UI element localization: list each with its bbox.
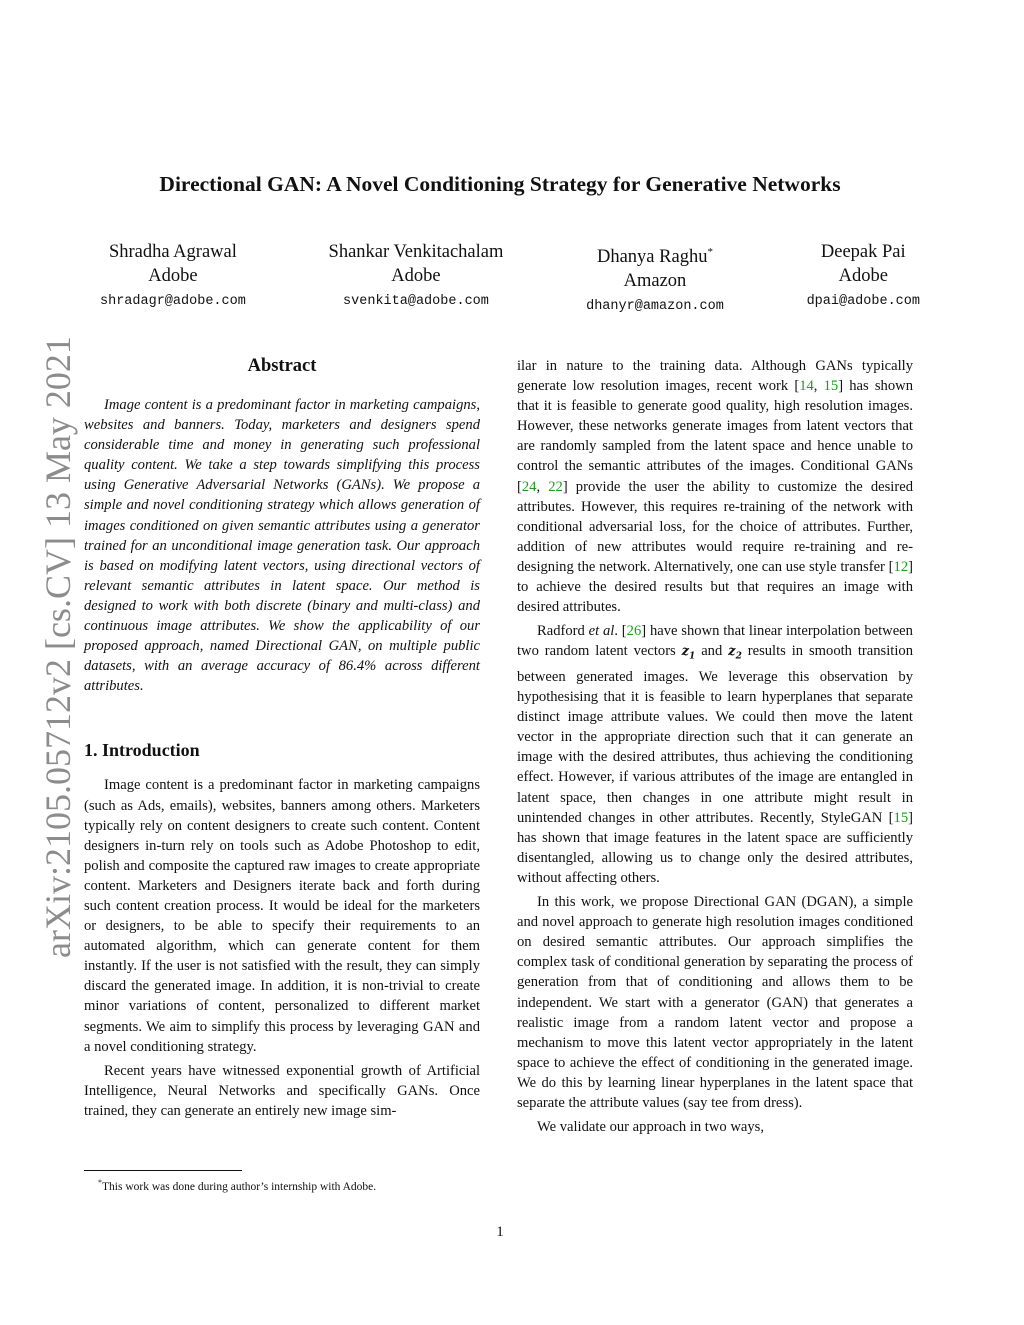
citation-link[interactable]: 15	[823, 378, 839, 395]
author-affiliation: Adobe	[838, 266, 888, 286]
abstract-heading: Abstract	[247, 356, 317, 376]
paper-title: Directional GAN: A Novel Conditioning Strategy for Generative Networks	[159, 172, 841, 196]
author-name: Shradha Agrawal	[108, 242, 237, 262]
intro-paragraph: Image content is a predominant factor in marketing campaigns (such as Ads, emails), websites, banners among others. Marketers typically rely on content designers to create such content. Content designers in-turn rely on tools such as Adobe Photoshop to edit, polish and composite the captured raw images to create appropriate content. Marketers and Designers iterate back and forth during such content creation process. It would be ideal for the marketers or designers, to be able to specify their requirements to an automated algorithm, which can generate content for them instantly. If the user is not satisfied with the result, they can simply discard the generated image. In addition, it is non-trivial to create minor variations of content, personalized to different market segments. We aim to simplify this process by leveraging GAN and a novel conditioning strategy.	[84, 777, 480, 1055]
intro-paragraph: Recent years have witnessed exponential growth of Artificial Intelligence, Neural Networks and specifically GANs. Once trained, they can generate an entirely new image sim-	[84, 1062, 480, 1119]
section-heading-introduction: 1. Introduction	[84, 740, 200, 761]
body-paragraph: Radford et al. [26] have shown that linear interpolation between two random latent vectors $z_1$ and $z_2$ results in smooth transition between generated images. We leverage this observation by hypothesising that it is feasible to learn hyperplanes that separate distinct image attribute values. We could then move the latent vector in the appropriate direction such that it can generate an image with the desired attributes, thus achieving the conditioning effect. However, if various attributes of the image are entangled in latent space, then changes in one attribute might result in unintended changes in other attributes. Recently, StyleGAN [15] has shown that image features in the latent space are sufficiently disentangled, allowing us to change only the desired attributes, without affecting others.	[517, 623, 913, 886]
author-name: Shankar Venkitachalam	[328, 242, 504, 262]
footnote	[84, 1178, 504, 1193]
author-affiliation: Amazon	[623, 271, 687, 292]
footnote-divider	[84, 1170, 242, 1171]
author-list	[100, 240, 920, 314]
author-email[interactable]: shradagr@adobe.com	[100, 294, 246, 309]
arxiv-identifier: arXiv:2105.05712v2 [cs.CV] 13 May 2021	[38, 336, 78, 958]
body-paragraph: In this work, we propose Directional GAN (DGAN), a simple and novel approach to generate high resolution images conditioned on desired semantic attributes. Our approach simplifies the complex task of conditional generation by separating the process of generation from that of conditioning and allows them to be independent. We start with a generator (GAN) that generates a realistic image from a random latent vector and propose a mechanism to move this latent vector appropriately in the latent space to achieve the effect of conditioning in the generated image. We do this by learning linear hyperplanes in the latent space that separate the attribute values (say tee from dress).	[517, 894, 913, 1111]
right-column	[517, 356, 913, 1141]
author-name: Deepak Pai	[820, 242, 906, 262]
citation-link[interactable]: 26	[626, 623, 642, 640]
author-affiliation: Adobe	[148, 266, 198, 286]
author-block	[586, 240, 724, 314]
footnote-text: This work was done during author’s internship with Adobe.	[102, 1180, 377, 1193]
author-email[interactable]: dhanyr@amazon.com	[586, 299, 724, 315]
citation-link[interactable]: 14	[799, 378, 814, 395]
author-email[interactable]: svenkita@adobe.com	[343, 294, 489, 309]
citation-link[interactable]: 24	[521, 478, 537, 495]
author-email[interactable]: dpai@adobe.com	[806, 294, 920, 309]
footnote-marker: *	[98, 1178, 102, 1187]
author-block	[329, 240, 504, 314]
body-paragraph: We validate our approach in two ways,	[537, 1119, 764, 1136]
citation-link[interactable]: 12	[893, 558, 909, 575]
page-number: 1	[496, 1224, 504, 1240]
citation-link[interactable]: 22	[548, 478, 563, 495]
math-symbol: $z_1$	[681, 644, 696, 662]
body-paragraph: ilar in nature to the training data. Although GANs typically generate low resolution images, recent work [14, 15] has shown that it is feasible to generate good quality, high resolution images. However, these networks generate images from latent vectors that are randomly sampled from the latent space and hence unable to control the semantic attributes of the images. Conditional GANs [24, 22] provide the user the ability to customize the desired attributes. However, this requires re-training of the network with conditional adversarial loss, for the choice of attributes. Further, addition of new attributes would require re-training and re-designing the network. Alternatively, one can use style transfer [12] to achieve the desired results but that requires an image with desired attributes.	[517, 358, 914, 616]
author-name: Dhanya Raghu	[596, 247, 708, 268]
math-symbol: $z_2$	[728, 644, 742, 662]
left-column	[84, 352, 480, 1125]
author-block	[807, 240, 920, 314]
footnote-marker: *	[707, 246, 713, 258]
abstract-text: Image content is a predominant factor in marketing campaigns, websites and banners. Today, marketers and designers spend considerable time and money in generating such professional quality content. We take a step towards simplifying this process using Generative Adversarial Networks (GANs). We propose a simple and novel conditioning strategy which allows generation of images conditioned on given semantic attributes using a generator trained for an unconditional image generation task. Our approach is based on modifying latent vectors, using directional vectors of relevant semantic attributes in latent space. Our method is designed to work with both discrete (binary and multi-class) and continuous image attributes. We show the applicability of our proposed approach, named Directional GAN, on multiple public datasets, with an average accuracy of 86.4% across different attributes.	[84, 397, 480, 695]
author-block	[100, 240, 246, 314]
citation-link[interactable]: 15	[893, 809, 909, 826]
author-affiliation: Adobe	[391, 266, 441, 286]
